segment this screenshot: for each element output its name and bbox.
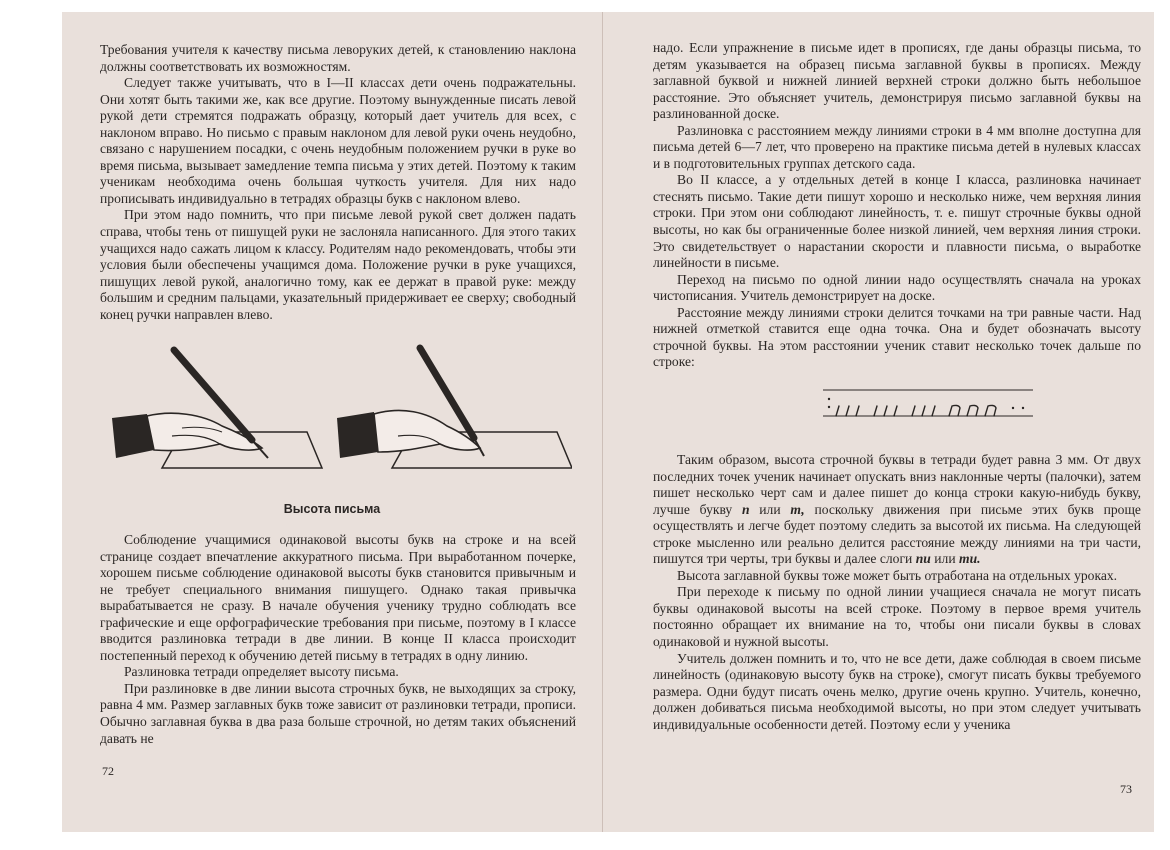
- left-paragraph-2: Следует также учитывать, что в I—II классах дети очень подражательны. Они хотят быть такими же, как все другие. Поэтому вынужденные писать левой рукой дети стремятся подражать образцу, который дает учитель для всех, с наклоном вправо. Но письмо с правым наклоном для левой руки очень неудобно, связано с нарушением посадки, с очень неудобным положением ручки в руке во время письма, вызывает замедление темпа письма у этих детей. Поэтому к таким ученикам необходима очень большая чуткость учителя. Для них надо прописывать индивидуально в тетрадях образцы букв с наклоном влево.: [100, 75, 576, 206]
- word-or-2: или: [934, 551, 956, 567]
- letter-t: т,: [790, 501, 805, 517]
- left-text-bottom: [100, 532, 576, 747]
- left-page: [62, 12, 603, 832]
- book-spread: [62, 12, 1154, 832]
- section-heading: Высота письма: [283, 502, 381, 516]
- right-text-bottom: [653, 452, 1141, 733]
- right-paragraph-5: Расстояние между линиями строки делится точками на три равные части. Над нижней отметкой ставится еще одна точка. Она и будет обозначать высоту строчной буквы. На этом расстоянии ученик ставит несколько точек дальше по строке:: [653, 304, 1141, 370]
- left-hand-writing-illustration: [102, 340, 572, 490]
- left-paragraph-5: Разлиновка тетради определяет высоту письма.: [124, 664, 399, 680]
- right-paragraph-9: Учитель должен помнить и то, что не все дети, даже соблюдая в своем письме линейность (одинаковую высоту букв на строке), смогут писать буквы требуемого размера. Одни будут писать очень мелко, другие очень крупно. Учитель, конечно, должен добиваться письма необходимой высоты, но при этом следует учитывать индивидуальные особенности детей. Поэтому если у ученика: [653, 650, 1141, 732]
- right-paragraph-8: При переходе к письму по одной линии учащиеся сначала не могут писать буквы одинаковой высоты на всей строке. Поэтому в первое время учитель постоянно обращает их внимание на то, чтобы они писали буквы в словах одинаковой и нужной высоты.: [653, 584, 1141, 650]
- left-paragraph-6: При разлиновке в две линии высота строчных букв, не выходящих за строку, равна 4 мм. Размер заглавных букв тоже зависит от разлиновки тетради, прописи. Обычно заглавная буква в два раза больше строчной, но детям таких объяснений давать не: [100, 680, 576, 746]
- syllable-ti: ти.: [959, 551, 981, 567]
- right-paragraph-6: [653, 452, 1141, 568]
- left-text-top: [100, 42, 576, 323]
- copybook-sample-illustration: [823, 386, 1033, 432]
- left-paragraph-1: Требования учителя к качеству письма леворуких детей, к становлению наклона должны соответствовать их возможностям.: [100, 42, 576, 74]
- letter-p: п: [741, 501, 750, 517]
- word-or: или: [759, 501, 781, 517]
- right-paragraph-3: Во II классе, а у отдельных детей в конце I класса, разлиновка начинает стеснять письмо. Такие дети пишут хорошо и несколько ниже, чем верхняя линия строки. При этом они соблюдают линейность, т. е. пишут строчные буквы одной высоты, но как бы ограниченные более низкой линией, чем верхняя линия строки. Это свидетельствует о нарастании скорости и плавности письма, о выработке линейности в письме.: [653, 172, 1141, 271]
- p6-text-1: Таким образом, высота строчной буквы в тетради будет равна 3 мм. От двух последних точек ученик начинает опускать вниз наклонные черты (палочки), затем пишет несколько черт сам и далее пишет до конца строки какую-нибудь букву, лучше букву: [653, 452, 1141, 517]
- right-paragraph-2: Разлиновка с расстоянием между линиями строки в 4 мм вполне доступна для письма детей 6—7 лет, что проверено на практике письма детей в нулевых классах и в подготовительных группах детского сада.: [653, 122, 1141, 171]
- p6-text-2: поскольку движения при письме этих букв проще осуществлять и легче будет поэтому следить за высотой их письма. На следующей строке мысленно или реально делится расстояние между линиями на три части, пишутся три черты, три буквы и далее слоги: [653, 501, 1141, 567]
- page-number-right: 73: [1120, 782, 1132, 796]
- syllable-pi: пи: [915, 551, 931, 567]
- left-paragraph-3: При этом надо помнить, что при письме левой рукой свет должен падать справа, чтобы тень от пишущей руки не заслоняла написанного. Для этого таких учащихся надо сажать лицом к классу. Родителям надо рекомендовать, чтобы эти условия были обеспечены учащимся дома. Положение ручки в руке учащихся, пишущих левой рукой, аналогично тому, как ее держат в правой руке: между большим и средним пальцами, указательный придерживает ее сверху; свободный конец ручки направлен влево.: [100, 207, 576, 322]
- right-text-top: [653, 40, 1141, 371]
- page-number-left: 72: [102, 764, 114, 778]
- left-paragraph-4: Соблюдение учащимися одинаковой высоты букв на строке и на всей странице создает впечатление аккуратного письма. При выработанном почерке, хорошем письме соблюдение одинаковой высоты букв становится привычным и не требует специального внимания пишущего. Однако такая привычка вырабатывается не сразу. В начале обучения ученику трудно соблюдать все графические и еще орфографические требования при письме, поэтому в I классе вводится разлиновка тетради в две линии. В конце II класса происходит постепенный переход к обучению детей письму в тетрадях в одну линию.: [100, 532, 576, 663]
- right-paragraph-7: Высота заглавной буквы тоже может быть отработана на отдельных уроках.: [677, 567, 1118, 583]
- right-paragraph-4: Переход на письмо по одной линии надо осуществлять сначала на уроках чистописания. Учитель демонстрирует на доске.: [653, 271, 1141, 304]
- right-page: [603, 12, 1154, 832]
- right-paragraph-1: надо. Если упражнение в письме идет в прописях, где даны образцы письма, то детям указывается на образец письма заглавной буквы в прописях. Между заглавной буквой и нижней линией верхней строки должно быть небольшое расстояние. Это объясняет учитель, демонстрируя письмо заглавной буквы на разлинованной доске.: [653, 40, 1141, 122]
